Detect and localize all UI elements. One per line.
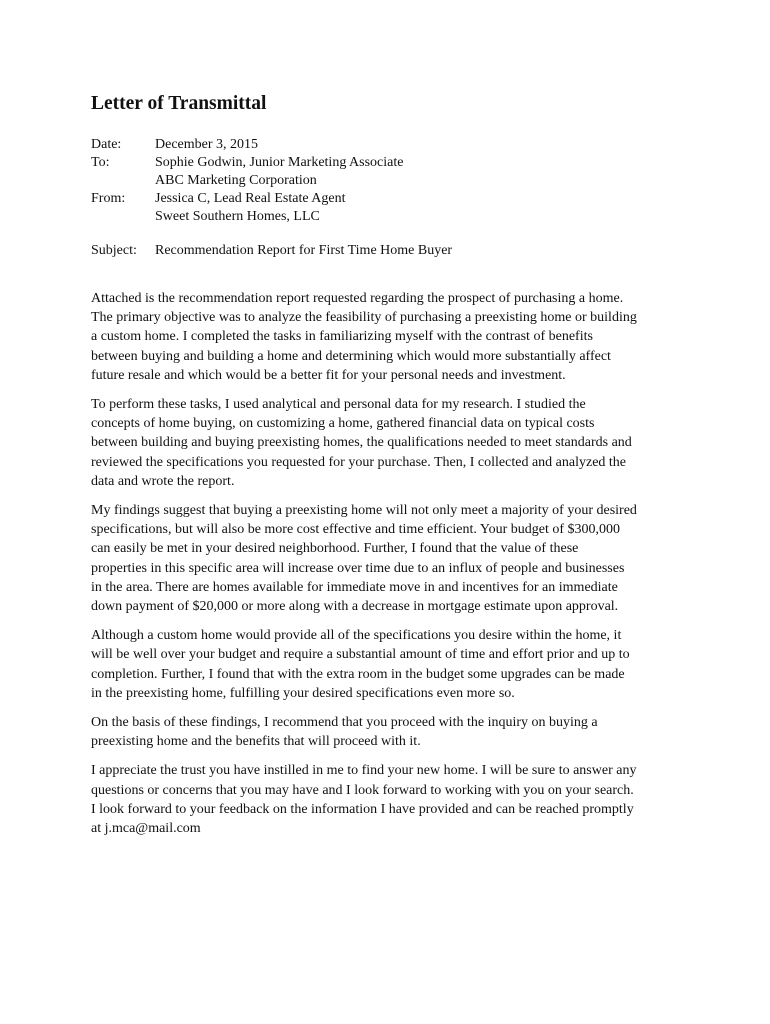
paragraph-line: reviewed the specifications you requested for your purchase. Then, I collected and analyzed the [91, 454, 627, 470]
paragraph-line: at j.mca@mail.com [91, 821, 201, 837]
paragraph-line: Attached is the recommendation report requested regarding the prospect of purchasing a home. [91, 291, 624, 306]
paragraph-line: To perform these tasks, I used analytical and personal data for my research. I studied the [91, 397, 586, 413]
to-organization: ABC Marketing Corporation [155, 173, 317, 188]
body-paragraph [91, 501, 691, 616]
from-row-2 [91, 208, 403, 226]
letter-body [91, 289, 691, 848]
paragraph-line: concepts of home buying, on customizing a home, gathered financial data on typical costs [91, 416, 595, 432]
date-row [91, 136, 403, 154]
body-paragraph [91, 713, 691, 751]
paragraph-line: The primary objective was to analyze the feasibility of purchasing a preexisting home or building [91, 310, 637, 326]
paragraph-line: future resale and which would be a better fit for your personal needs and investment. [91, 367, 566, 383]
from-organization: Sweet Southern Homes, LLC [155, 209, 320, 224]
to-label: To: [91, 155, 110, 170]
paragraph-line: properties in this specific area will increase over time due to an influx of people and businesses [91, 560, 625, 576]
date-label: Date: [91, 137, 122, 152]
subject-value: Recommendation Report for First Time Home Buyer [155, 243, 453, 258]
letter-header [91, 136, 403, 226]
subject-label: Subject: [91, 243, 137, 258]
from-row [91, 190, 403, 208]
paragraph-line: questions or concerns that you may have and I look forward to working with you on your search. [91, 782, 634, 798]
date-value: December 3, 2015 [155, 137, 259, 152]
paragraph-line: data and wrote the report. [91, 473, 235, 489]
paragraph-line: between building and buying preexisting homes, the qualifications needed to meet standards and [91, 435, 632, 451]
to-row [91, 154, 403, 172]
from-sender: Jessica C, Lead Real Estate Agent [155, 191, 346, 206]
paragraph-line: I look forward to your feedback on the information I have provided and can be reached promptly [91, 801, 634, 817]
paragraph-line: specifications, but will also be more cost effective and time efficient. Your budget of $300,000 [91, 522, 621, 538]
paragraph-line: completion. Further, I found that with the extra room in the budget some upgrades can be made [91, 666, 625, 682]
body-paragraph [91, 289, 691, 385]
paragraph-line: in the preexisting home, fulfilling your desired specifications even more so. [91, 685, 515, 701]
paragraph-line: Although a custom home would provide all of the specifications you desire within the home, it [91, 628, 622, 644]
from-label: From: [91, 191, 126, 206]
subject-row [91, 242, 452, 260]
body-paragraph [91, 761, 691, 838]
paragraph-line: between buying and building a home and determining which would more substantially affect [91, 348, 611, 364]
paragraph-line: in the area. There are homes available for immediate move in and incentives for an immediate [91, 579, 618, 595]
paragraph-line: On the basis of these findings, I recommend that you proceed with the inquiry on buying a [91, 715, 598, 731]
body-paragraph [91, 395, 691, 491]
to-row-2 [91, 172, 403, 190]
paragraph-line: down payment of $20,000 or more along with a decrease in mortgage estimate upon approval. [91, 599, 619, 615]
paragraph-line: will be well over your budget and require a substantial amount of time and effort prior and up to [91, 647, 630, 663]
letter-title: Letter of Transmittal [91, 93, 267, 114]
to-recipient: Sophie Godwin, Junior Marketing Associate [155, 155, 404, 170]
paragraph-line: a custom home. I completed the tasks in familiarizing myself with the contrast of benefits [91, 329, 593, 345]
body-paragraph [91, 626, 691, 703]
paragraph-line: can easily be met in your desired neighborhood. Further, I found that the value of these [91, 541, 579, 557]
paragraph-line: preexisting home and the benefits that will proceed with it. [91, 734, 421, 750]
paragraph-line: My findings suggest that buying a preexisting home will not only meet a majority of your desired [91, 503, 637, 519]
paragraph-line: I appreciate the trust you have instilled in me to find your new home. I will be sure to answer any [91, 763, 637, 779]
